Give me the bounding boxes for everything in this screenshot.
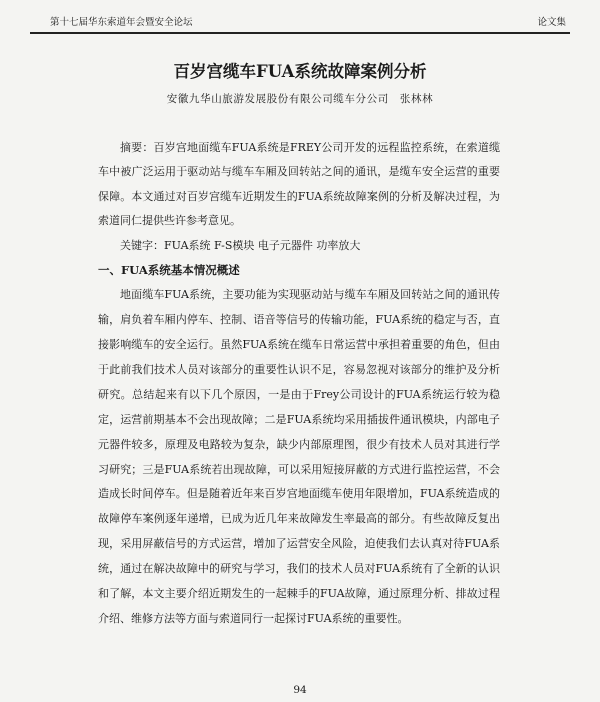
running-header — [28, 12, 570, 30]
article-body — [98, 136, 500, 632]
header-conference-name: 第十七届华东索道年会暨安全论坛 — [50, 17, 193, 28]
abstract-paragraph: 摘要：百岁宫地面缆车FUA系统是FREY公司开发的远程监控系统，在索道缆车中被广泛运用于驱动站与缆车车厢及回转站之间的通讯，是缆车安全运营的重要保障。本文通过对百岁宫缆车近期发生的FUA系统故障案例的分析及解决过程，为索道同仁提供些许参考意见。 — [98, 141, 500, 227]
section-heading: 一、FUA系统基本情况概述 — [98, 263, 240, 278]
header-section-label: 论文集 — [537, 17, 566, 28]
page-number: 94 — [293, 684, 307, 696]
section-body-paragraph: 地面缆车FUA系统，主要功能为实现驱动站与缆车车厢及回转站之间的通讯传输，肩负着车厢内停车、控制、语音等信号的传输功能，FUA系统的稳定与否，直接影响缆车的安全运行。虽然FUA系统在缆车日常运营中承担着重要的角色，但由于此前我们技术人员对该部分的重要性认识不足，容易忽视对该部分的维护及分析研究。总结起来有以下几个原因，一是由于Frey公司设计的FUA系统运行较为稳定，运营前期基本不会出现故障；二是FUA系统均采用插拔件通讯模块，内部电子元器件较多，原理及电路较为复杂，缺少内部原理图，很少有技术人员对其进行学习研究；三是FUA系统若出现故障，可以采用短接屏蔽的方式进行监控运营，不会造成长时间停车。但是随着近年来百岁宫地面缆车使用年限增加，FUA系统造成的故障停车案例逐年递增，已成为近几年来故障发生率最高的部分。有些故障反复出现，采用屏蔽信号的方式运营，增加了运营安全风险，迫使我们去认真对待FUA系统，通过在解决故障中的研究与学习，我们的技术人员对FUA系统有了全新的认识和了解，本文主要介绍近期发生的一起棘手的FUA故障，通过原理分析、排故过程介绍、维修方法等方面与索道同行一起探讨FUA系统的重要性。 — [98, 288, 500, 625]
paper-title: 百岁宫缆车FUA系统故障案例分析 — [173, 62, 427, 81]
keywords-line: 关键字：FUA系统 F-S模块 电子元器件 功率放大 — [120, 239, 361, 253]
author-affiliation: 安徽九华山旅游发展股份有限公司缆车分公司 张林林 — [166, 93, 434, 105]
header-rule — [30, 32, 570, 34]
